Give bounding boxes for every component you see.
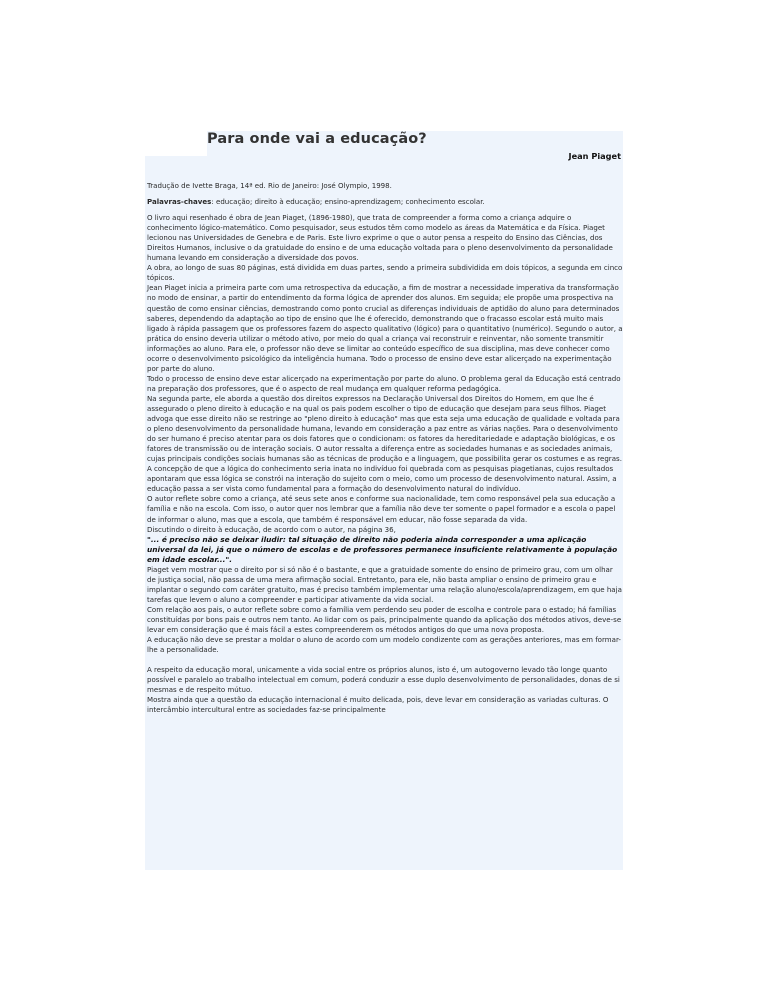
paragraph: Discutindo o direito à educação, de acordo com o autor, na página 36, [147,524,396,534]
paragraph: A obra, ao longo de suas 80 páginas, está dividida em duas partes, sendo a primeira subdividida em dois tópicos, a segunda em cinco tópicos. [147,263,623,283]
paragraph: Mostra ainda que a questão da educação internacional é muito delicada, pois, deve levar em consideração as variadas culturas. O intercâmbio intercultural entre as sociedades faz-se principalmente [147,695,609,715]
page-title: Para onde vai a educação? [207,131,427,147]
block-quote: "... é preciso não se deixar iludir: tal situação de direito não poderia ainda corresponder a uma aplicação universal da lei, já que o número de escolas e de professores permanece insuficiente relativamente à população em idade escolar...". [147,534,618,564]
translation-citation: Tradução de Ivette Braga, 14ª ed. Rio de Janeiro: José Olympio, 1998. [147,181,392,190]
paragraph: Todo o processo de ensino deve estar alicerçado na experimentação por parte do aluno. O problema geral da Educação está centrado na preparação dos professores, que é o aspecto de real mudança em qualquer reforma pedagógica. [147,373,621,393]
keywords-line [147,197,623,207]
paragraph: A educação não deve se prestar a moldar o aluno de acordo com um modelo condizente com as gerações anteriores, mas em formar-lhe a personalidade. [147,635,621,655]
keywords-label: Palavras-chaves [147,197,212,207]
paragraph: Com relação aos pais, o autor reflete sobre como a família vem perdendo seu poder de escolha e controle para o estado; há famílias constituídas por bons pais e outros nem tanto. Ao lidar com os pais, principalmente quando da aplicação dos métodos ativos, deve-se levar em consideração que é mais fácil a estes compreenderem os métodos antigos do que uma nova proposta. [147,604,622,635]
keywords-list: : educação; direito à educação; ensino-aprendizagem; conhecimento escolar. [211,197,485,207]
paragraph: Jean Piaget inicia a primeira parte com uma retrospectiva da educação, a fim de mostrar a necessidade imperativa da transformação no modo de ensinar, a partir do entendimento da forma lógica de aprender dos alunos. Em seguida; ele propõe uma prospectiva na questão de como ensinar ciências, demostrando como ponto crucial as diferenças individuais de aptidão do aluno para determinados saberes, dependendo da adaptação ao tipo de ensino que lhe é oferecido, demonstrando que o fracasso escolar está muito mais ligado à rápida passagem que os professores fazem do aspecto qualitativo (lógico) para o quantitativo (numérico). Segundo o autor, a prática do ensino deveria utilizar o método ativo, por meio do qual a criança vai reconstruir e reinventar, não somente transmitir informações ao aluno. Para ele, o professor não deve se limitar ao conteúdo específico de sua disciplina, mas deve conhecer como ocorre o desenvolvimento psicológico da inteligência humana. Todo o processo de ensino deve estar alicerçado na experimentação por parte do aluno. [147,283,623,373]
paragraph: O livro aqui resenhado é obra de Jean Piaget, (1896-1980), que trata de compreender a forma como a criança adquire o conhecimento lógico-matemático. Como pesquisador, seus estudos têm como modelo as áreas da Matemática e da Física. Piaget lecionou nas Universidades de Genebra e de Paris. Este livro exprime o que o autor pensa a respeito do Ensino das Ciências, dos Direitos Humanos, inclusive o da gratuidade do ensino e de uma educação voltada para o pleno desenvolvimento da personalidade humana levando em consideração a diversidade dos povos. [147,213,613,263]
title-margin [145,131,207,156]
paragraph: Na segunda parte, ele aborda a questão dos direitos expressos na Declaração Universal dos Direitos do Homem, em que lhe é assegurado o pleno direito à educação e na qual os pais podem escolher o tipo de educação que desejam para seus filhos. Piaget advoga que esse direito não se restringe ao "pleno direito à educação" mas que esta seja uma educação de qualidade e voltada para o pleno desenvolvimento da personalidade humana, levando em consideração a paz entre as várias nações. Para o desenvolvimento do ser humano é preciso atentar para os dois fatores que o condicionam: os fatores da hereditariedade e adaptação biológicas, e os fatores de transmissão ou de interação sociais. O autor ressalta a diferença entre as sociedades humanas e as sociedades animais, cujas principais condições sociais humanas são as técnicas de produção e a linguagem, que possibilita gerar os costumes e as regras. A concepção de que a lógica do conhecimento seria inata no indivíduo foi quebrada com as pesquisas piagetianas, cujos resultados apontaram que essa lógica se constrói na interação do sujeito com o meio, como um processo de desenvolvimento natural. Assim, a educação passa a ser vista como fundamental para a formação do desenvolvimento natural do indivíduo. [147,393,622,494]
paragraph: O autor reflete sobre como a criança, até seus sete anos e conforme sua nacionalidade, tem como responsável pela sua educação a família e não na escola. Com isso, o autor quer nos lembrar que a família não deve ter somente o papel formador e a escola o papel de informar o aluno, mas que a escola, que também é responsável em educar, não fosse separada da vida. [147,494,616,524]
paragraph: A respeito da educação moral, unicamente a vida social entre os próprios alunos, isto é, um autogoverno levado tão longe quanto possível e paralelo ao trabalho intelectual em comum, poderá conduzir a esse duplo desenvolvimento de personalidades, donas de si mesmas e de respeito mútuo. [147,665,620,695]
document-body [147,181,623,715]
document-page [145,131,623,870]
paragraph: Piaget vem mostrar que o direito por si só não é o bastante, e que a gratuidade somente do ensino de primeiro grau, com um olhar de justiça social, não passa de uma mera afirmação social. Entretanto, para ele, não basta ampliar o ensino de primeiro grau e implantar o segundo com caráter gratuito, mas é preciso também implementar uma relação aluno/escola/aprendizagem, em que haja tarefas que levem o aluno a compreender e participar ativamente da vida social. [147,564,622,604]
author-name: Jean Piaget [568,151,621,161]
